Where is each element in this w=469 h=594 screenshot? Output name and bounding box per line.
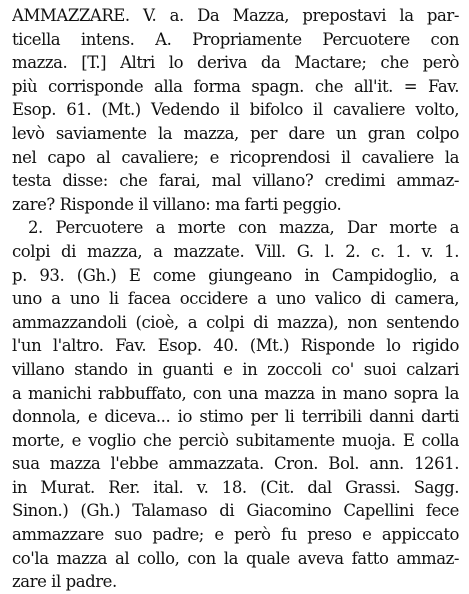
entry-line: zare? Risponde il villano: ma farti peggio. [12,194,342,214]
entry-line: zare il padre. [12,572,117,592]
entry-line: ammazzandoli (cioè, a colpi di mazza), non sentendo [12,312,459,332]
entry-line: ticella intens. A. Propriamente Percuotere con [12,29,459,49]
entry-line: in Murat. Rer. ital. v. 18. (Cit. dal Grassi. Sagg. [12,477,459,497]
sense-2-line: 2. Percuotere a morte con mazza, Dar morte a [28,218,459,238]
entry-line: AMMAZZARE. V. a. Da Mazza, prepostavi la par- [12,6,459,25]
entry-line: ammazzare suo padre; e però fu preso e appiccato [12,525,459,545]
entry-line: nel capo al cavaliere; e ricoprendosi il cavaliere la [12,147,459,167]
entry-line: più corrisponde alla forma spagn. che all'it. = Fav. [12,76,459,96]
entry-line: a manichi rabbuffato, con una mazza in mano sopra la [12,383,459,403]
entry-line: mazza. [T.] Altri lo deriva da Mactare; che però [12,53,459,73]
entry-line: donnola, e diceva... io stimo per li terribili danni darti [12,407,459,427]
entry-line: l'un l'altro. Fav. Esop. 40. (Mt.) Risponde lo rigido [12,336,459,356]
entry-line: levò saviamente la mazza, per dare un gran colpo [12,123,459,143]
entry-line: colpi di mazza, a mazzate. Vill. G. l. 2. c. 1. v. 1. [12,241,459,261]
entry-line: p. 93. (Gh.) E come giungeano in Campidoglio, a [12,265,459,285]
entry-line: Sinon.) (Gh.) Talamaso di Giacomino Capellini fece [12,501,459,521]
entry-line: Esop. 61. (Mt.) Vedendo il bifolco il cavaliere volto, [12,100,459,120]
entry-line: testa disse: che farai, mal villano? credimi ammaz- [12,171,459,191]
dictionary-entry-ammazzare [12,4,459,594]
entry-line: sua mazza l'ebbe ammazzata. Cron. Bol. ann. 1261. [12,454,459,474]
entry-line: villano stando in guanti e in zoccoli co' suoi calzari [12,359,459,379]
entry-line: uno a uno li facea occidere a uno valico di camera, [12,289,459,309]
entry-line: morte, e voglio che perciò subitamente muoja. E colla [12,430,459,450]
entry-line: co'la mazza al collo, con la quale aveva fatto ammaz- [12,548,459,568]
